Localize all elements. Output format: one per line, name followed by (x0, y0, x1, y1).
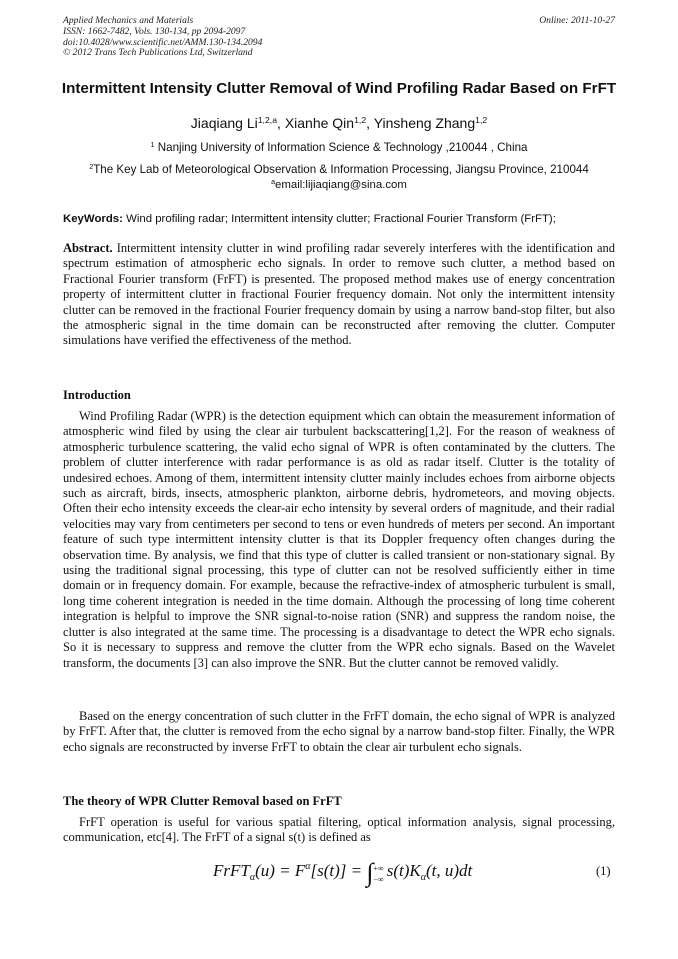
section-heading-introduction: Introduction (63, 388, 131, 402)
online-date: Online: 2011-10-27 (539, 15, 615, 26)
affiliation-2 (0, 163, 678, 177)
journal-name: Applied Mechanics and Materials (63, 15, 194, 26)
author-separator: , (366, 115, 374, 131)
author-affil-sup: 1,2,a (257, 115, 278, 126)
abstract-text: Intermittent intensity clutter in wind profiling radar severely interferes with the identification and spectrum estimation of atmospheric echo signals. In order to remove such clutter, a method based on Fractional Fourier transform (FrFT) is presented. The proposed method makes use of energy concentration property of intermittent clutter in fractional Fourier frequency domain. Not only the intermittent intensity clutter can be removed in the fractional Fourier frequency domain by using a narrow band-stop filter, but also the atmospheric signal in the time domain can be reconstructed after removing the clutter. Computer simulations have verified the effectiveness of the method. (63, 241, 615, 348)
author-affil-sup: 1,2 (354, 115, 367, 126)
intro-paragraph-1: Wind Profiling Radar (WPR) is the detection equipment which can obtain the measurement information of atmospheric wind filed by using the clear air turbulent backscattering[1,2]. For the reason of weakness of atmospheric turbulence scattering, the valid echo signal of WPR is often contaminated by the clutters. The problem of clutter interference with radar performance is as old as radar itself. Clutter is the totality of undesired echoes. Among of them, intermittent intensity clutter mainly includes echoes from airborne objects such as aircraft, birds, insects, atmospheric plankton, airborne debris, hydrometeors, and moving objects. Often their echo intensity exceeds the clear-air echo intensity by several orders of magnitude, and their radial velocities may vary from centimeters per second to tens or even hundreds of meters per second. An important feature of such type intermittent intensity clutter is that its Doppler frequency often changes during the observation time. By analysis, we find that this type of clutter is called transient or non-stationary signal. By using the traditional signal processing, this type of clutter can not be resolved sufficiently either in time domain or in frequency domain. For example, because the refractive-index of atmospheric turbulent is small, long time coherent integration is needed in the time domain. Although the processing of long time coherent integration is helpful to improve the SNR signal-to-noise ration (SNR) and suppress the random noise, the clutter is also integrated at the same time. The processing is a disadvantage to detect the WPR echo signals. So it is necessary to suppress and remove the clutter from the WPR echo signals. Based on the Wavelet transform, the documents [3] can also improve the SNR. But the clutter cannot be removed validly. (63, 409, 615, 670)
paper-title: Intermittent Intensity Clutter Removal of Wind Profiling Radar Based on FrFT (61, 80, 617, 97)
affiliation-sup: 2 (89, 162, 94, 172)
affiliation-text: The Key Lab of Meteorological Observation & Information Processing, Jiangsu Province, 210044 (93, 163, 589, 176)
equation-number: (1) (596, 864, 611, 878)
journal-header (63, 16, 615, 59)
keywords-text: Wind profiling radar; Intermittent intensity clutter; Fractional Fourier Transform (FrFT); (122, 213, 556, 225)
copyright-line: © 2012 Trans Tech Publications Ltd, Switzerland (63, 47, 253, 59)
intro-paragraph-2: Based on the energy concentration of such clutter in the FrFT domain, the echo signal of WPR is analyzed by FrFT. After that, the clutter is removed from the echo signal by a narrow band-stop filter. Finally, the WPR echo signals are reconstructed by inverse FrFT to obtain the clear air turbulent echo signals. (63, 709, 615, 754)
section-heading-theory: The theory of WPR Clutter Removal based on FrFT (63, 794, 342, 808)
author-separator: , (277, 115, 285, 131)
keywords (63, 212, 618, 226)
email-sup: a (271, 179, 276, 187)
keywords-label: KeyWords: (63, 213, 123, 225)
author-name: Xianhe Qin (284, 115, 355, 131)
affiliation-sup: 1 (150, 140, 155, 150)
theory-paragraph-1: FrFT operation is useful for various spatial filtering, optical information analysis, signal processing, communication, etc[4]. The FrFT of a signal s(t) is defined as (63, 815, 615, 845)
author-email (0, 178, 678, 192)
author-affil-sup: 1,2 (475, 115, 488, 126)
author-name: Jiaqiang Li (190, 115, 258, 131)
affiliation-text: Nanjing University of Information Science & Technology ,210044 , China (154, 141, 528, 154)
frft-equation: FrFT$_\alpha$(u) = $F^\alpha[s(t)]$ = ∫ +∞ −∞ $s(t)K_\alpha(t$, u)dt (213, 858, 473, 887)
author-list (0, 115, 678, 132)
abstract-label: Abstract. (63, 241, 113, 255)
abstract (63, 241, 615, 349)
affiliation-1 (0, 141, 678, 155)
doi-line: doi:10.4028/www.scientific.net/AMM.130-134.2094 (63, 36, 263, 48)
email-text: email:lijiaqiang@sina.com (275, 179, 407, 191)
author-name: Yinsheng Zhang (373, 115, 476, 131)
issn-line: ISSN: 1662-7482, Vols. 130-134, pp 2094-2097 (63, 25, 246, 37)
